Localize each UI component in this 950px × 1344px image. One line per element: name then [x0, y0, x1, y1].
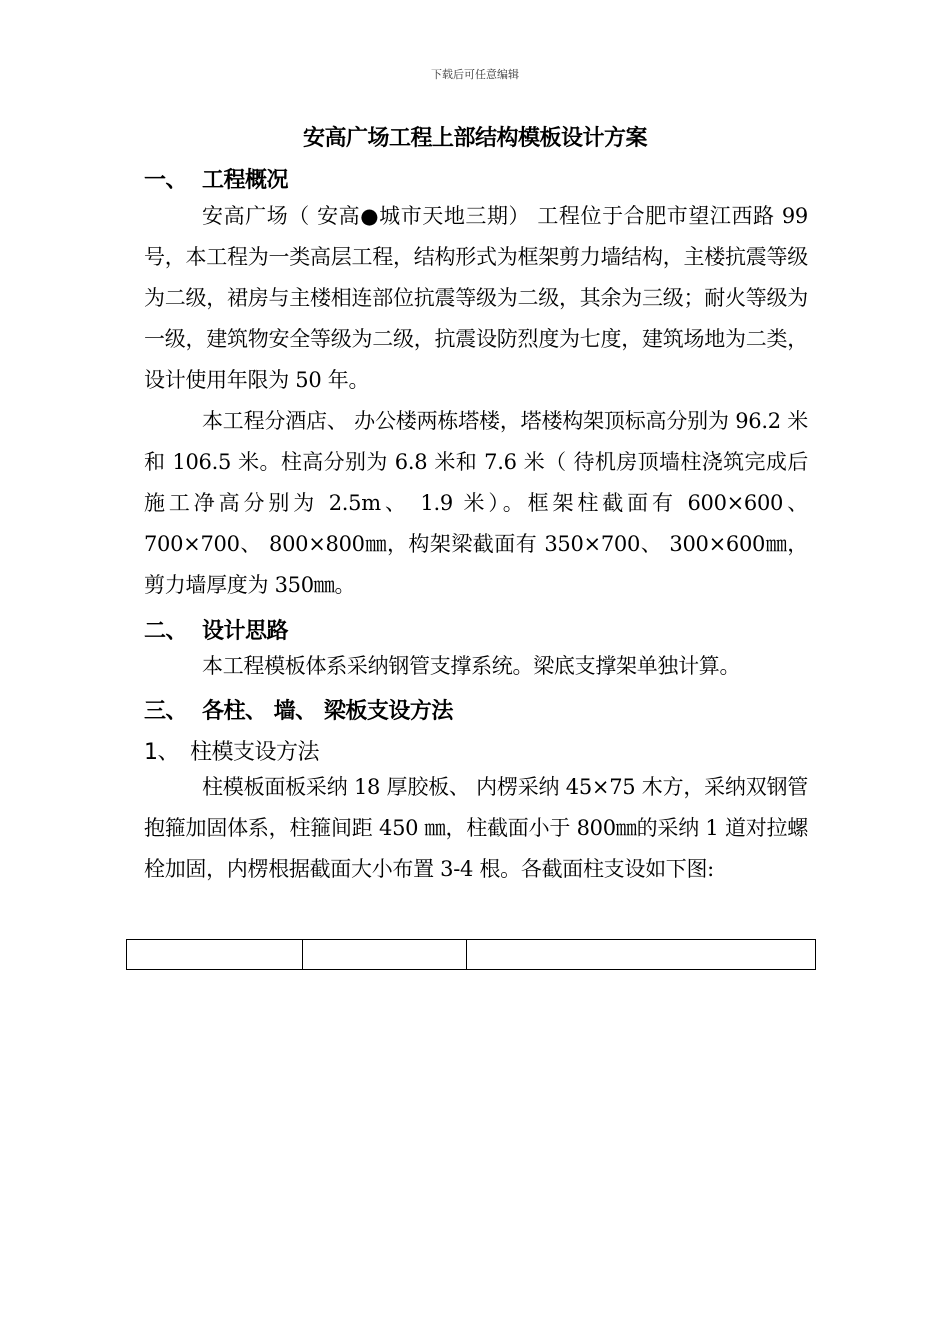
section-heading-overview [144, 163, 288, 194]
subsection-number: 1、 [144, 740, 179, 765]
subsection-heading-column-formwork [144, 735, 319, 766]
section-number: 三、 [144, 699, 188, 724]
paragraph-formwork-system: 本工程模板体系采纳钢管支撑系统。梁底支撑架单独计算。 [202, 654, 741, 678]
paragraph-project-location: 安高广场（ 安高●城市天地三期） 工程位于合肥市望江西路 99 号，本工程为一类高层工程，结构形式为框架剪力墙结构，主楼抗震等级为二级，裙房与主楼相连部位抗震等级为二级，其余为三级；耐火等级为一级，建筑物安全等级为二级，抗震设防烈度为七度，建筑场地为二类，设计使用年限为 50 年。 [144, 204, 808, 392]
paragraph-column-formwork-method: 柱模板面板采纳 18 厚胶板、 内楞采纳 45×75 木方，采纳双钢管抱箍加固体系，柱箍间距 450 ㎜，柱截面小于 800㎜的采纳 1 道对拉螺栓加固，内楞根据截面大小布置 3-4 根。各截面柱支设如下图: [144, 775, 808, 881]
page-header-note: 下载后可任意编辑 [431, 68, 519, 81]
paragraph-towers-and-sections: 本工程分酒店、 办公楼两栋塔楼，塔楼构架顶标高分别为 96.2 米和 106.5 米。柱高分别为 6.8 米和 7.6 米（ 待机房顶墙柱浇筑完成后施工净高分别为 2.5m、 1.9 米）。框架柱截面有 600×600、 700×700、 800×800㎜，构架梁截面有 350×700、 300×600㎜，剪力墙厚度为 350㎜。 [144, 409, 808, 597]
table-cell [303, 940, 467, 970]
section-heading-erection-methods [144, 694, 453, 725]
document-title: 安高广场工程上部结构模板设计方案 [302, 126, 647, 151]
column-detail-table [126, 939, 816, 970]
table-row [127, 940, 816, 970]
section-title: 工程概况 [202, 168, 289, 193]
table-cell [127, 940, 303, 970]
section-title: 各柱、 墙、 梁板支设方法 [202, 699, 453, 724]
table-cell [467, 940, 816, 970]
section-title: 设计思路 [202, 619, 289, 644]
section-heading-design-approach [144, 614, 288, 645]
section-number: 一、 [144, 168, 188, 193]
section-number: 二、 [144, 619, 188, 644]
subsection-title: 柱模支设方法 [190, 740, 320, 765]
